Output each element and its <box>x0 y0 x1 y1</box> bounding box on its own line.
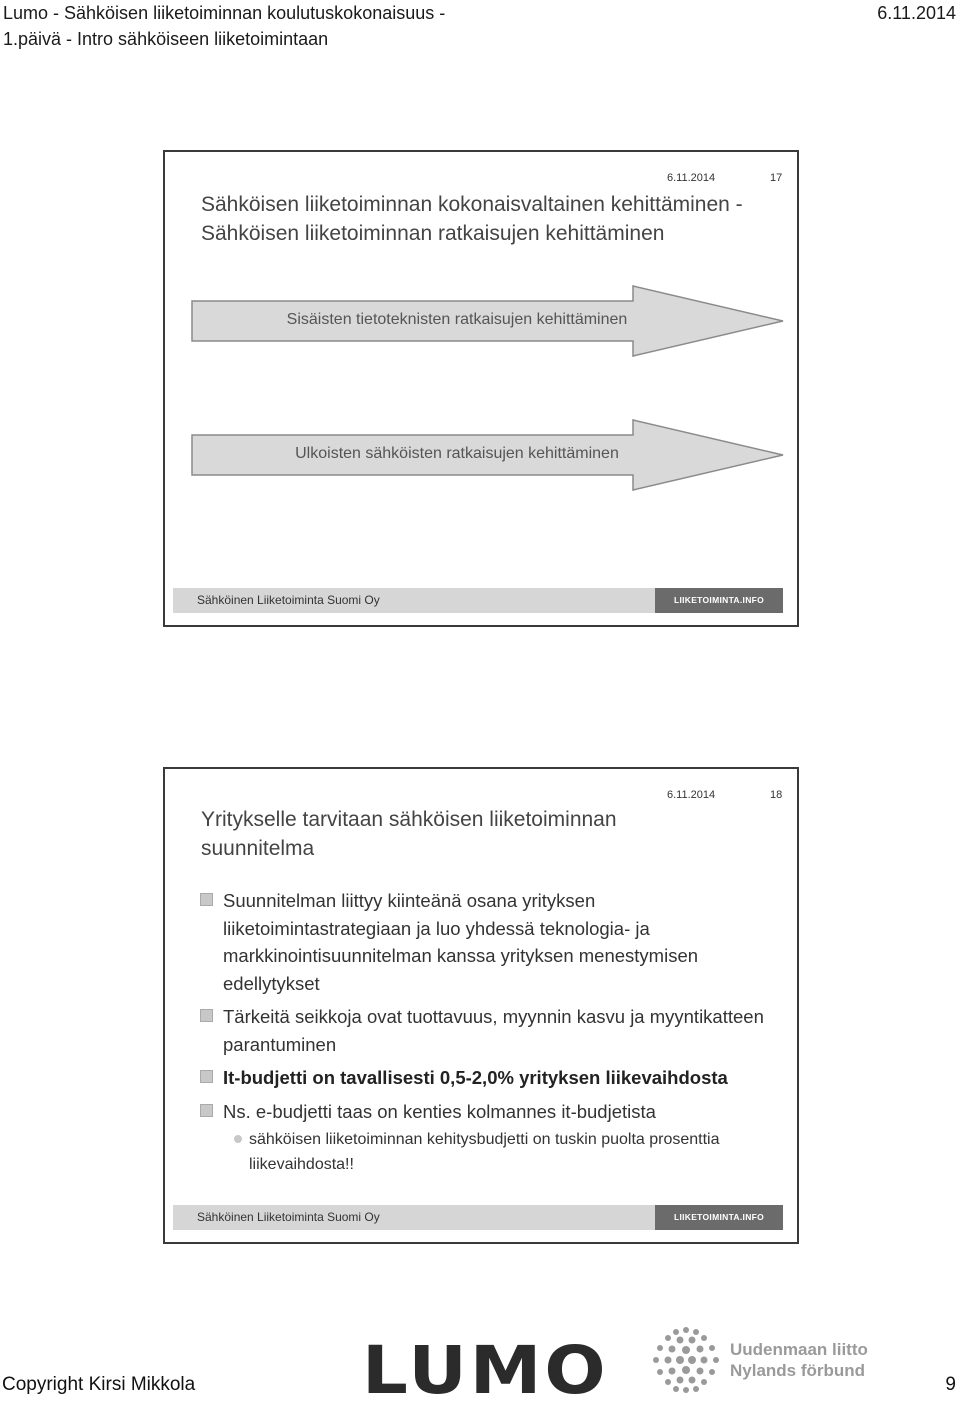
liiketoiminta-info-logo: LIIKETOIMINTA.INFO <box>655 588 783 613</box>
uudenmaan-liitto-logo <box>648 1322 868 1397</box>
lumo-logo: LUMO <box>362 1331 609 1409</box>
slide-date: 6.11.2014 <box>667 172 716 184</box>
round-bullet-icon <box>234 1135 242 1143</box>
square-bullet-icon <box>200 1009 213 1022</box>
liiketoiminta-info-logo: LIIKETOIMINTA.INFO <box>655 1205 783 1230</box>
sub-bullet-text: sähköisen liiketoiminnan kehitysbudjetti on tuskin puolta prosenttia liikevaihdosta!! <box>249 1131 720 1173</box>
slide-number: 17 <box>770 172 783 184</box>
bullet-text: Suunnitelman liittyy kiinteänä osana yrityksen liiketoimintastrategiaan ja luo yhdessä teknologia- ja markkinointisuunnitelman kanssa yrityksen menestymisen edellytykset <box>223 890 699 994</box>
document-date: 6.11.2014 <box>877 3 956 23</box>
document-title-line1: Lumo - Sähköisen liiketoiminnan koulutuskokonaisuus - <box>3 3 446 23</box>
document-title-line2: 1.päivä - Intro sähköiseen liiketoimintaan <box>3 29 329 49</box>
square-bullet-icon <box>200 893 213 906</box>
square-bullet-icon <box>200 1070 213 1083</box>
slide-footer <box>173 1205 783 1230</box>
footer-company: Sähköinen Liiketoiminta Suomi Oy <box>197 1210 380 1224</box>
uusimaa-name-fi: Uudenmaan liitto <box>730 1340 868 1359</box>
arrow-label: Sisäisten tietoteknisten ratkaisujen kehittäminen <box>286 311 628 328</box>
dot-globe-icon <box>648 1322 724 1397</box>
process-arrow-external <box>191 419 785 491</box>
document-title <box>3 0 445 52</box>
slide-date: 6.11.2014 <box>667 789 716 801</box>
copyright-text: Copyright Kirsi Mikkola <box>2 1374 196 1395</box>
bullet-text: Tärkeitä seikkoja ovat tuottavuus, myynnin kasvu ja myyntikatteen parantuminen <box>223 1006 764 1055</box>
slide-18 <box>163 767 799 1244</box>
slide-number: 18 <box>770 789 783 801</box>
bullet-text: Ns. e-budjetti taas on kenties kolmannes it-budjetista <box>223 1100 656 1122</box>
arrow-label: Ulkoisten sähköisten ratkaisujen kehittäminen <box>295 445 619 462</box>
square-bullet-icon <box>200 1104 213 1117</box>
slide-title: Yritykselle tarvitaan sähköisen liiketoiminnan suunnitelma <box>201 808 617 860</box>
process-arrow-internal <box>191 285 785 357</box>
page-number: 9 <box>945 1374 956 1395</box>
bullet-item <box>197 1003 777 1058</box>
uusimaa-name-sv: Nylands förbund <box>730 1361 866 1380</box>
bullet-list <box>197 887 777 1177</box>
bullet-item <box>197 1098 777 1126</box>
bullet-text: It-budjetti on tavallisesti 0,5-2,0% yrityksen liikevaihdosta <box>223 1067 728 1088</box>
footer-company: Sähköinen Liiketoiminta Suomi Oy <box>197 593 380 607</box>
slide-17 <box>163 150 799 627</box>
sub-bullet-item <box>197 1127 777 1177</box>
bullet-item-emphasis <box>197 1064 777 1092</box>
bullet-item <box>197 887 777 997</box>
slide-footer <box>173 588 783 613</box>
slide-title: Sähköisen liiketoiminnan kokonaisvaltainen kehittäminen - Sähköisen liiketoiminnan ratkaisujen kehittäminen <box>201 193 743 245</box>
